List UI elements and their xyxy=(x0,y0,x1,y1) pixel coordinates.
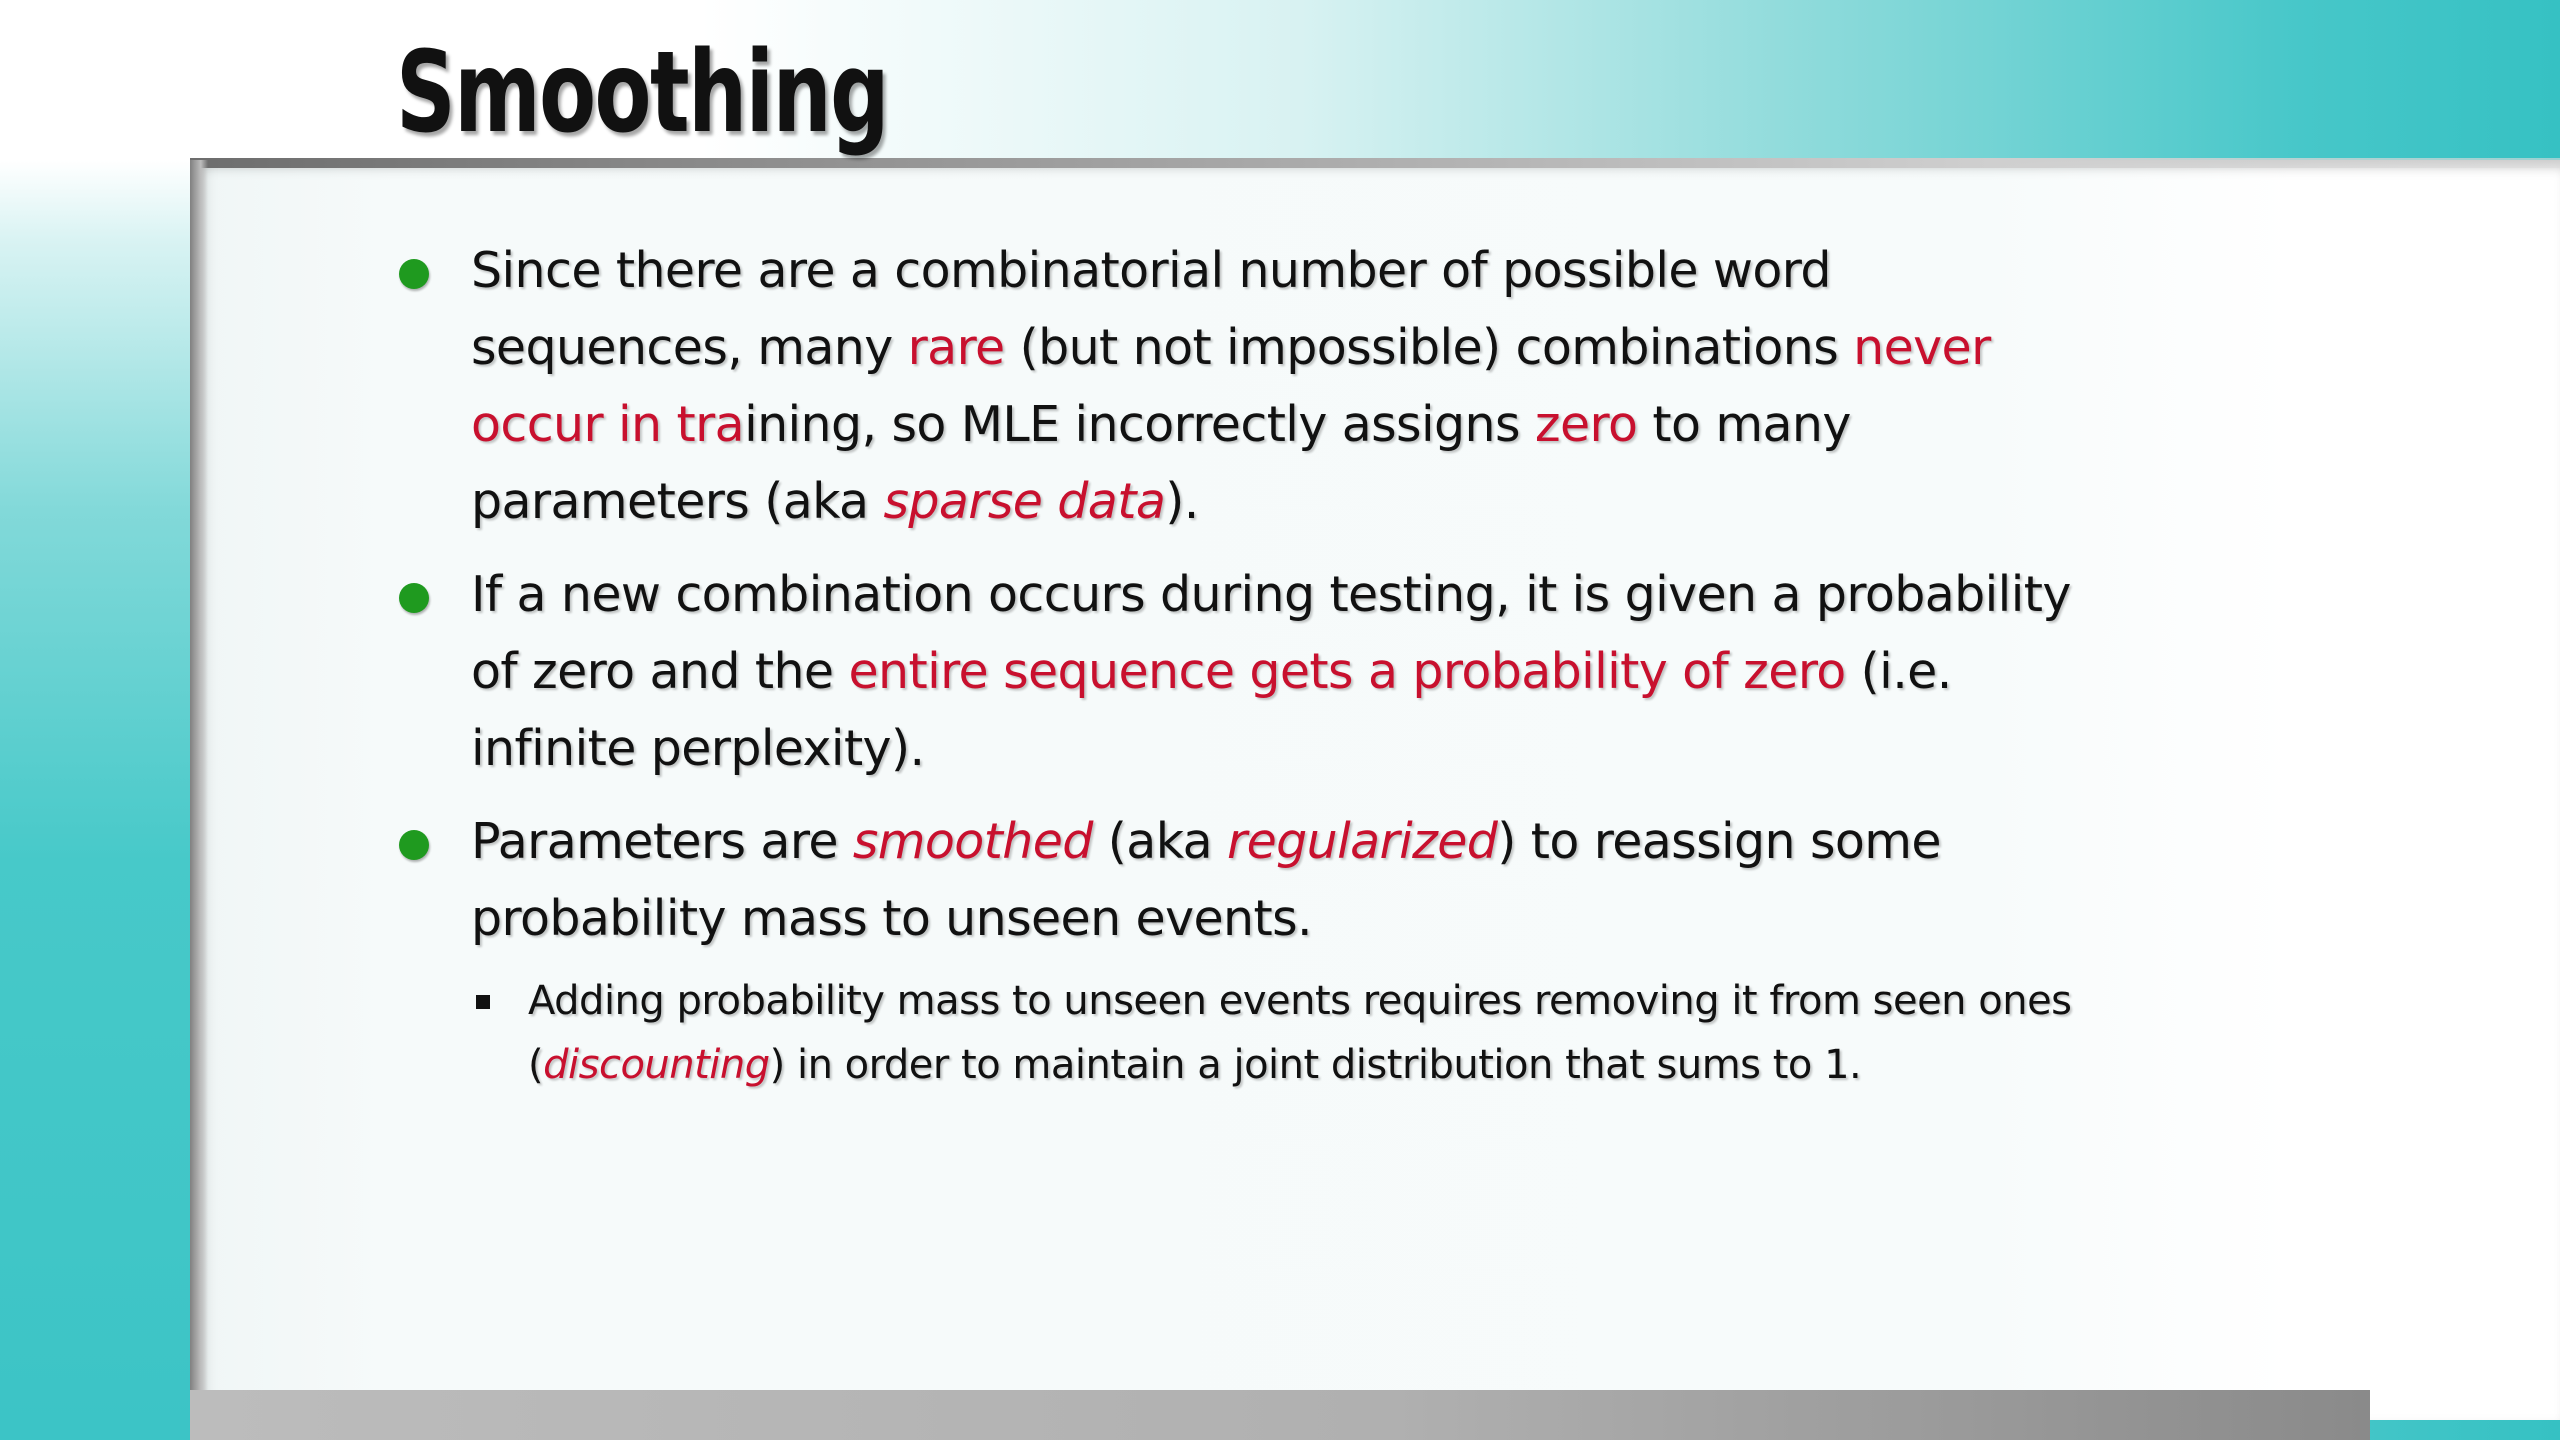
emphasis-rare: rare xyxy=(907,319,1005,376)
text-segment: ) to reassign some probability mass to unseen events. xyxy=(471,813,1941,947)
emphasis-zero: zero xyxy=(1534,396,1638,453)
text-segment: ). xyxy=(1165,473,1199,530)
text-segment: If a new combination occurs during testing, it is given a probability of zero and the xyxy=(471,566,2071,700)
text-segment: to many parameters (aka xyxy=(471,396,1851,530)
bullet-text xyxy=(471,813,1941,947)
left-teal-band xyxy=(0,160,200,1440)
bullet-item xyxy=(396,556,2096,787)
bullet-item xyxy=(396,232,2096,540)
slide-title: Smoothing xyxy=(396,28,888,158)
text-segment: ) in order to maintain a joint distribution that sums to 1. xyxy=(769,1042,1862,1088)
term-sparse-data: sparse data xyxy=(883,473,1166,530)
text-segment: (i.e. infinite perplexity). xyxy=(471,643,1952,777)
term-discounting: discounting xyxy=(543,1042,770,1088)
text-segment: (but not impossible) combinations xyxy=(1004,319,1854,376)
sub-bullet-item xyxy=(396,969,2096,1097)
bullet-dot-icon xyxy=(399,259,429,289)
bullet-dot-icon xyxy=(399,583,429,613)
text-segment: Parameters are xyxy=(471,813,853,870)
text-segment: Since there are a combinatorial number of possible word sequences, many xyxy=(471,242,1831,376)
bullet-item xyxy=(396,803,2096,957)
left-divider xyxy=(190,160,208,1400)
text-segment: ining, so MLE incorrectly assigns xyxy=(744,396,1535,453)
text-segment: Adding probability mass to unseen events requires removing it from seen ones ( xyxy=(528,978,2072,1088)
bullet-text xyxy=(471,242,1991,530)
term-regularized: regularized xyxy=(1227,813,1498,870)
sub-bullet-text xyxy=(528,978,2072,1088)
square-bullet-icon xyxy=(476,995,490,1009)
term-smoothed: smoothed xyxy=(852,813,1093,870)
emphasis-entire-sequence: entire sequence gets a probability of zero xyxy=(848,643,1846,700)
bullet-text xyxy=(471,566,2071,777)
emphasis-never-occur: never occur in tra xyxy=(471,319,1991,453)
text-segment: (aka xyxy=(1092,813,1228,870)
bullet-dot-icon xyxy=(399,830,429,860)
bottom-bar xyxy=(190,1390,2370,1440)
bullet-list xyxy=(396,232,2096,1097)
